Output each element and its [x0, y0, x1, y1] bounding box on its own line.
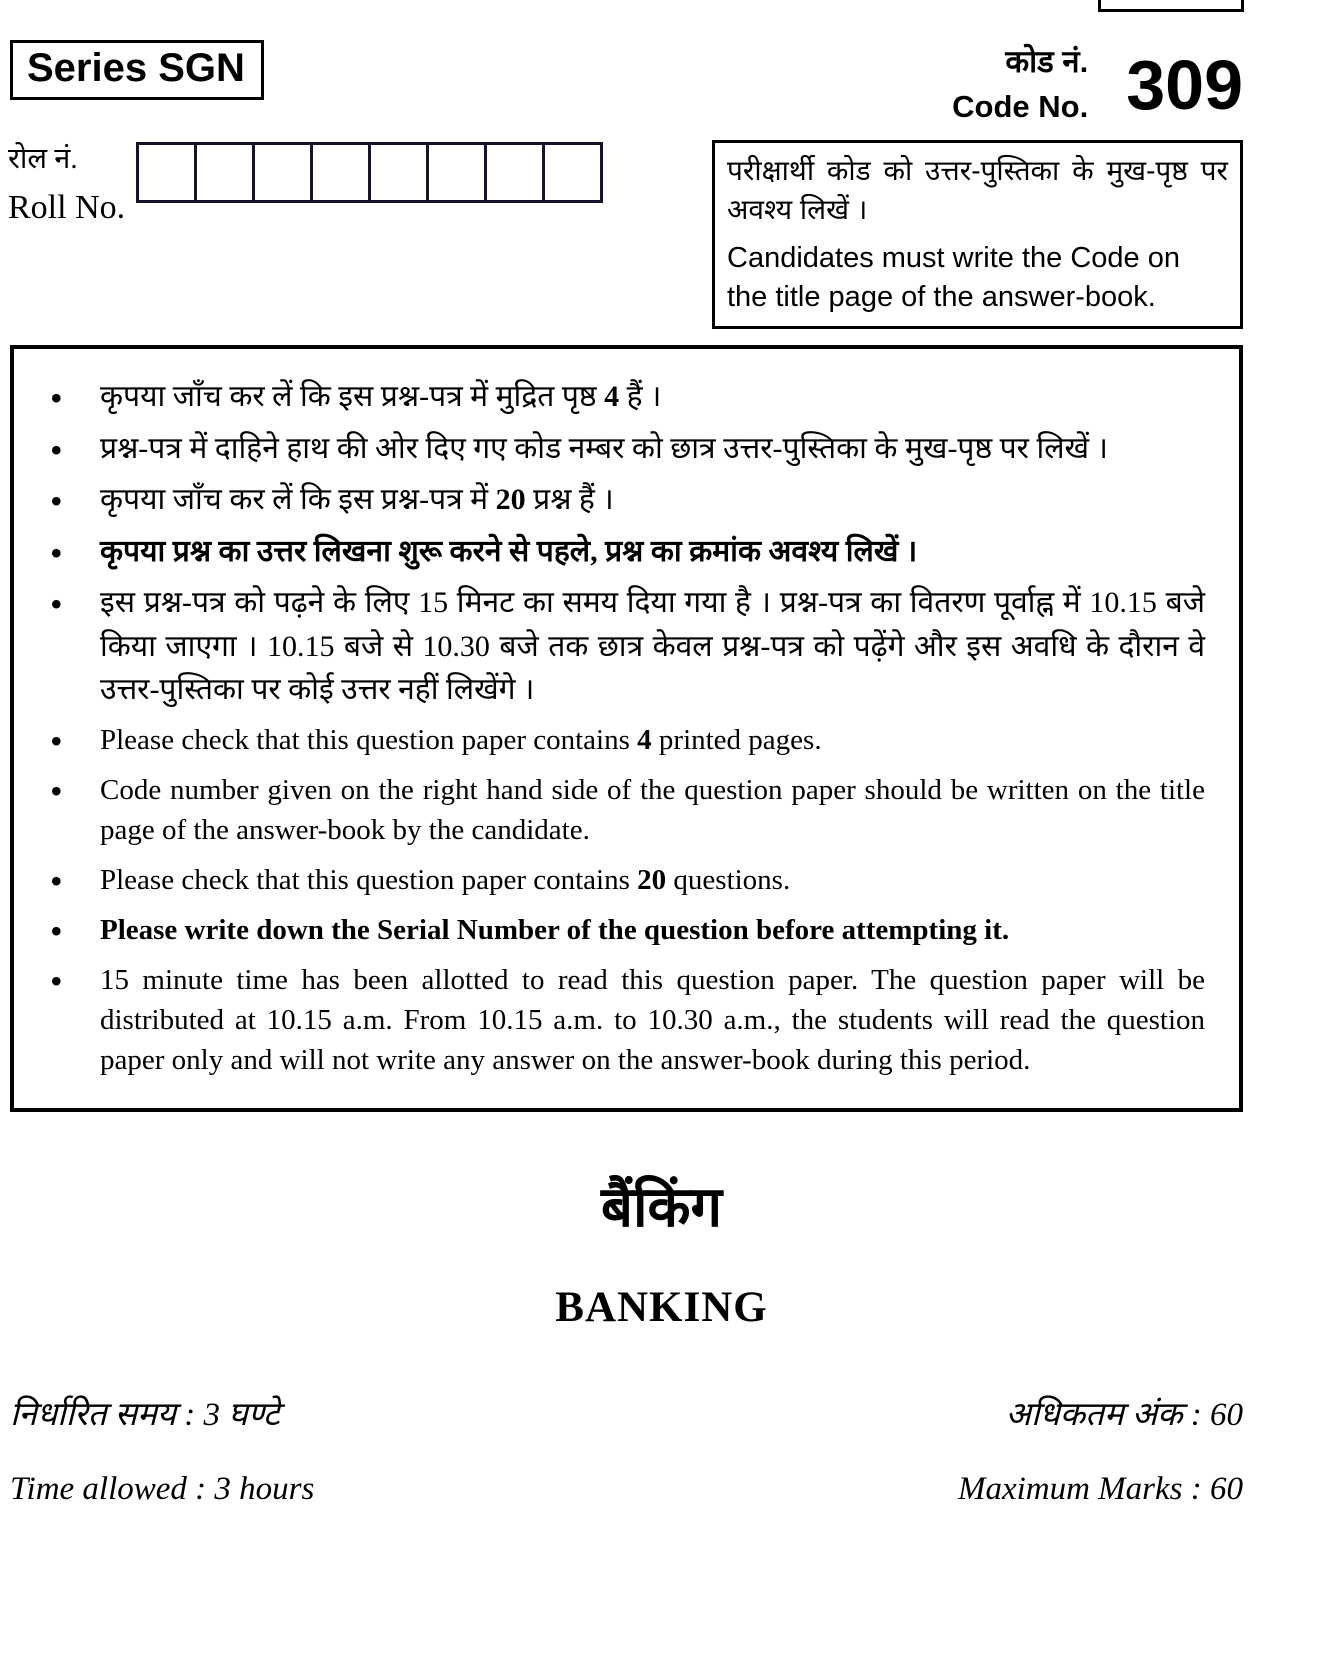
instruction-text-segment: प्रश्न हैं ।: [525, 483, 614, 516]
instruction-item: [42, 581, 1205, 712]
instructions-box: [10, 345, 1243, 1112]
code-notice-hindi: परीक्षार्थी कोड को उत्तर-पुस्तिका के मुख-पृष्ठ पर अवश्य लिखें ।: [727, 155, 1228, 226]
roll-number-cell: [542, 142, 603, 203]
paper-title-hindi: बैंकिंग: [600, 1176, 723, 1239]
roll-number-cell: [368, 142, 429, 203]
roll-label-group: [8, 138, 125, 227]
instruction-item: [42, 860, 1205, 900]
code-notice-english: Candidates must write the Code on the title page of the answer-book.: [727, 242, 1180, 313]
page-corner-box: [1098, 0, 1244, 12]
roll-number-cell: [252, 142, 313, 203]
roll-number-cell: [194, 142, 255, 203]
instruction-text-segment: Code number given on the right hand side of the question paper should be written on the title page of the answer-book by the candidate.: [100, 773, 1205, 846]
roll-number-cell: [136, 142, 197, 203]
instruction-text-segment: प्रश्न-पत्र में दाहिने हाथ की ओर दिए गए कोड नम्बर को छात्र उत्तर-पुस्तिका के मुख-पृष्ठ पर लिखें ।: [100, 431, 1108, 465]
instruction-text-segment: Please write down the Serial Number of the question before attempting it.: [100, 913, 1010, 946]
instruction-text-segment: Please check that this question paper contains: [100, 723, 638, 756]
roll-label-english: Roll No.: [8, 189, 126, 226]
instruction-text-segment: printed pages.: [651, 723, 822, 756]
instruction-text-segment: कृपया जाँच कर लें कि इस प्रश्न-पत्र में: [100, 483, 496, 516]
instruction-item: [42, 427, 1205, 471]
instruction-text-segment: हैं ।: [619, 380, 662, 413]
series-label-box: [10, 40, 264, 100]
roll-number-boxes: [136, 142, 603, 203]
page-header: [0, 0, 1323, 345]
code-number: 309: [1126, 45, 1243, 124]
instruction-list: [42, 375, 1205, 1080]
footer-row-english: [10, 1471, 1243, 1508]
roll-number-cell: [310, 142, 371, 203]
instruction-text-segment: questions.: [666, 863, 791, 896]
instruction-text-segment: कृपया प्रश्न का उत्तर लिखना शुरू करने से पहले, प्रश्न का क्रमांक अवश्य लिखें ।: [100, 534, 918, 568]
code-notice-box: [712, 140, 1243, 329]
instruction-text-segment: 15 minute time has been allotted to read this question paper. The question paper will be distributed at 10.15 a.m. From 10.15 a.m. to 10.30 a.m., the students will read the question paper only and will not write any answer on the answer-book during this period.: [100, 963, 1205, 1076]
instruction-item: [42, 530, 1205, 574]
code-label-english: Code No.: [952, 88, 1089, 124]
instruction-item: [42, 770, 1205, 850]
paper-title-english: BANKING: [555, 1283, 768, 1331]
time-allowed-english: Time allowed : 3 hours: [10, 1470, 315, 1507]
instruction-text-segment: 20: [637, 863, 667, 896]
roll-number-cell: [484, 142, 545, 203]
instruction-item: [42, 720, 1205, 760]
instruction-item: [42, 910, 1205, 950]
instruction-text-segment: 4: [637, 723, 652, 756]
instruction-text-segment: 20: [495, 483, 526, 516]
instruction-item: [42, 478, 1205, 522]
instruction-text-segment: Please check that this question paper contains: [100, 863, 638, 896]
code-label-group: [952, 40, 1088, 130]
roll-label-hindi: रोल नं.: [8, 143, 78, 175]
series-label: Series SGN: [27, 46, 245, 90]
code-label-hindi: कोड नं.: [1005, 44, 1089, 79]
page-footer: [10, 1390, 1243, 1508]
max-marks-english: Maximum Marks : 60: [957, 1470, 1243, 1507]
roll-number-cell: [426, 142, 487, 203]
instruction-text-segment: इस प्रश्न-पत्र को पढ़ने के लिए 15 मिनट का समय दिया गया है । प्रश्न-पत्र का वितरण पूर्वाह्न में 10.15 बजे किया जाएगा । 10.15 बजे से 10.30 बजे तक छात्र केवल प्रश्न-पत्र को पढ़ेंगे और इस अवधि के दौरान वे उत्तर-पुस्तिका पर कोई उत्तर नहीं लिखेंगे ।: [100, 586, 1205, 706]
instruction-item: [42, 960, 1205, 1080]
code-number-group: [952, 40, 1243, 130]
instruction-text-segment: कृपया जाँच कर लें कि इस प्रश्न-पत्र में मुद्रित पृष्ठ: [100, 380, 605, 413]
instruction-text-segment: 4: [604, 380, 620, 413]
instruction-item: [42, 375, 1205, 419]
time-allowed-hindi: निर्धारित समय : 3 घण्टे: [10, 1396, 280, 1433]
footer-row-hindi: [10, 1390, 1243, 1435]
max-marks-hindi: अधिकतम अंक : 60: [1005, 1396, 1243, 1433]
